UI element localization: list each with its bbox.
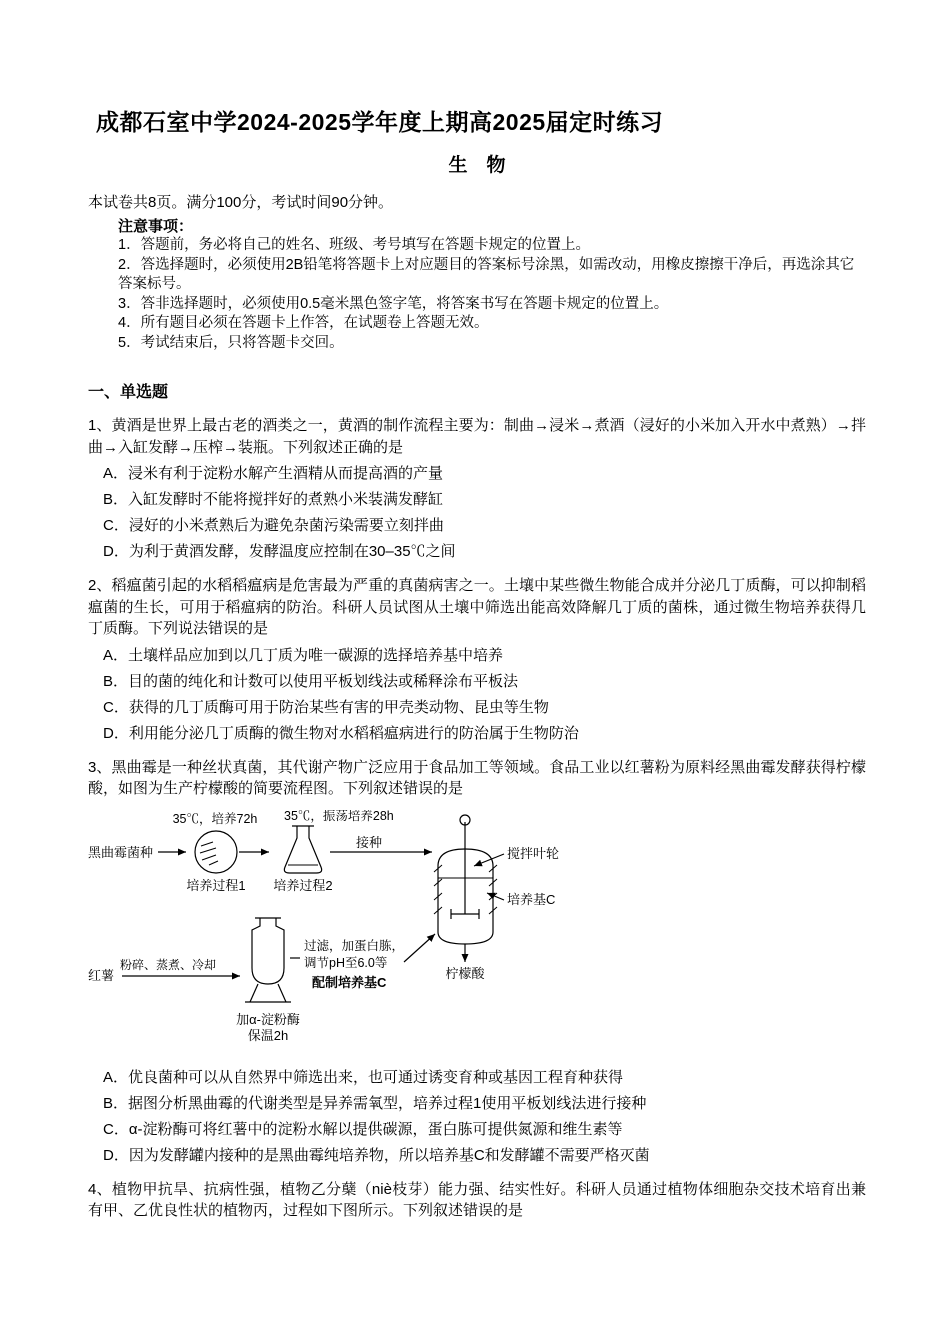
- paper-info: 本试卷共8页。满分100分，考试时间90分钟。: [88, 194, 394, 211]
- citric-acid-flow-diagram: [88, 810, 866, 1062]
- question-1-option-b: B．入缸发酵时不能将搅拌好的煮熟小米装满发酵缸: [103, 491, 444, 508]
- medium-c-label: 培养基C: [507, 891, 556, 907]
- culture2-condition-label: 35℃，振荡培养28h: [284, 809, 394, 823]
- note-item-3: 3．答非选择题时，必须使用0.5毫米黑色签字笔，将答案书写在答题卡规定的位置上。: [118, 295, 669, 312]
- exam-title: 成都石室中学2024-2025学年度上期高2025届定时练习: [96, 109, 664, 135]
- note-item-5: 5．考试结束后，只将答题卡交回。: [118, 334, 344, 351]
- question-3-option-c: C．α-淀粉酶可将红薯中的淀粉水解以提供碳源，蛋白胨可提供氮源和维生素等: [103, 1120, 623, 1138]
- culture1-condition-label: 35℃，培养72h: [172, 811, 258, 826]
- question-1-option-d: D．为利于黄酒发酵，发酵温度应控制在30–35℃之间: [103, 543, 456, 560]
- strain-label: 黑曲霉菌种: [88, 844, 154, 860]
- question-3-option-d: D．因为发酵罐内接种的是黑曲霉纯培养物，所以培养基C和发酵罐不需要严格灭菌: [103, 1146, 650, 1164]
- question-1-stem: 1、黄酒是世界上最古老的酒类之一，黄酒的制作流程主要为：制曲→浸米→煮酒（浸好的小米加入开水中煮熟）→拌曲→入缸发酵→压榨→装瓶。下列叙述正确的是: [88, 417, 866, 456]
- question-3-option-a: A．优良菌种可以从自然界中筛选出来，也可通过诱变育种或基因工程育种获得: [103, 1068, 624, 1086]
- petri-dish-icon: [195, 831, 237, 873]
- citric-acid-label: 柠檬酸: [445, 965, 485, 981]
- prepare-medium-c-label: 配制培养基C: [312, 974, 387, 990]
- fermenter-icon: [434, 815, 497, 944]
- question-1-option-a: A．浸米有利于淀粉水解产生酒精从而提高酒的产量: [103, 465, 444, 482]
- medium-feed-arrow: [404, 934, 435, 962]
- question-2-option-d: D．利用能分泌几丁质酶的微生物对水稻稻瘟病进行的防治属于生物防治: [103, 724, 579, 742]
- culture-process2-label: 培养过程2: [273, 877, 333, 893]
- conical-flask-icon: [284, 826, 321, 873]
- question-2-option-b: B．目的菌的纯化和计数可以使用平板划线法或稀释涂布平板法: [103, 672, 519, 690]
- impeller-label: 搅拌叶轮: [507, 845, 560, 861]
- inoculate-label: 接种: [356, 834, 383, 850]
- section-title: 一、单选题: [88, 384, 169, 401]
- filter-peptone-label: 过滤，加蛋白胨，: [304, 938, 405, 953]
- note-item-2: 2．答选择题时，必须使用2B铅笔将答题卡上对应题目的答案标号涂黑，如需改动，用橡皮擦擦干净后，再选涂其它答案标号。: [118, 256, 855, 292]
- question-2-stem: 2、稻瘟菌引起的水稻稻瘟病是危害最为严重的真菌病害之一。土壤中某些微生物能合成并分泌几丁质酶，可以抑制稻瘟菌的生长，可用于稻瘟病的防治。科研人员试图从土壤中筛选出能高效降解几丁质的菌株，通过微生物培养获得几丁质酶。下列说法错误的是: [88, 577, 866, 637]
- subject-title: 生 物: [448, 155, 506, 176]
- notes-heading: 注意事项：: [118, 218, 194, 235]
- adjust-ph-label: 调节pH至6.0等: [304, 955, 388, 970]
- citric-acid-flow-svg: [88, 810, 588, 1058]
- question-3-option-b: B．据图分析黑曲霉的代谢类型是异养需氧型，培养过程1使用平板划线法进行接种: [103, 1094, 647, 1112]
- note-item-1: 1．答题前，务必将自己的姓名、班级、考号填写在答题卡规定的位置上。: [118, 237, 591, 253]
- culture-process1-label: 培养过程1: [186, 877, 246, 893]
- question-2-option-a: A．土壤样品应加到以几丁质为唯一碳源的选择培养基中培养: [103, 646, 504, 664]
- sweet-potato-label: 红薯: [88, 967, 115, 983]
- crush-steam-cool-label: 粉碎、蒸煮、冷却: [120, 957, 217, 972]
- add-amylase-label: 加α-淀粉酶: [236, 1011, 300, 1027]
- enzyme-vessel-icon: [245, 918, 291, 1002]
- keep-warm-label: 保温2h: [247, 1027, 289, 1043]
- question-3-stem: 3、黑曲霉是一种丝状真菌，其代谢产物广泛应用于食品加工等领域。食品工业以红薯粉为原料经黑曲霉发酵获得柠檬酸，如图为生产柠檬酸的简要流程图。下列叙述错误的是: [88, 758, 866, 797]
- question-2-option-c: C．获得的几丁质酶可用于防治某些有害的甲壳类动物、昆虫等生物: [103, 698, 549, 716]
- question-1-option-c: C．浸好的小米煮熟后为避免杂菌污染需要立刻拌曲: [103, 517, 444, 534]
- note-item-4: 4．所有题目必须在答题卡上作答，在试题卷上答题无效。: [118, 315, 489, 331]
- question-4-stem: 4、植物甲抗旱、抗病性强，植物乙分蘖（niè枝芽）能力强、结实性好。科研人员通过植物体细胞杂交技术培育出兼有甲、乙优良性状的植物丙，过程如下图所示。下列叙述错误的是: [88, 1180, 866, 1219]
